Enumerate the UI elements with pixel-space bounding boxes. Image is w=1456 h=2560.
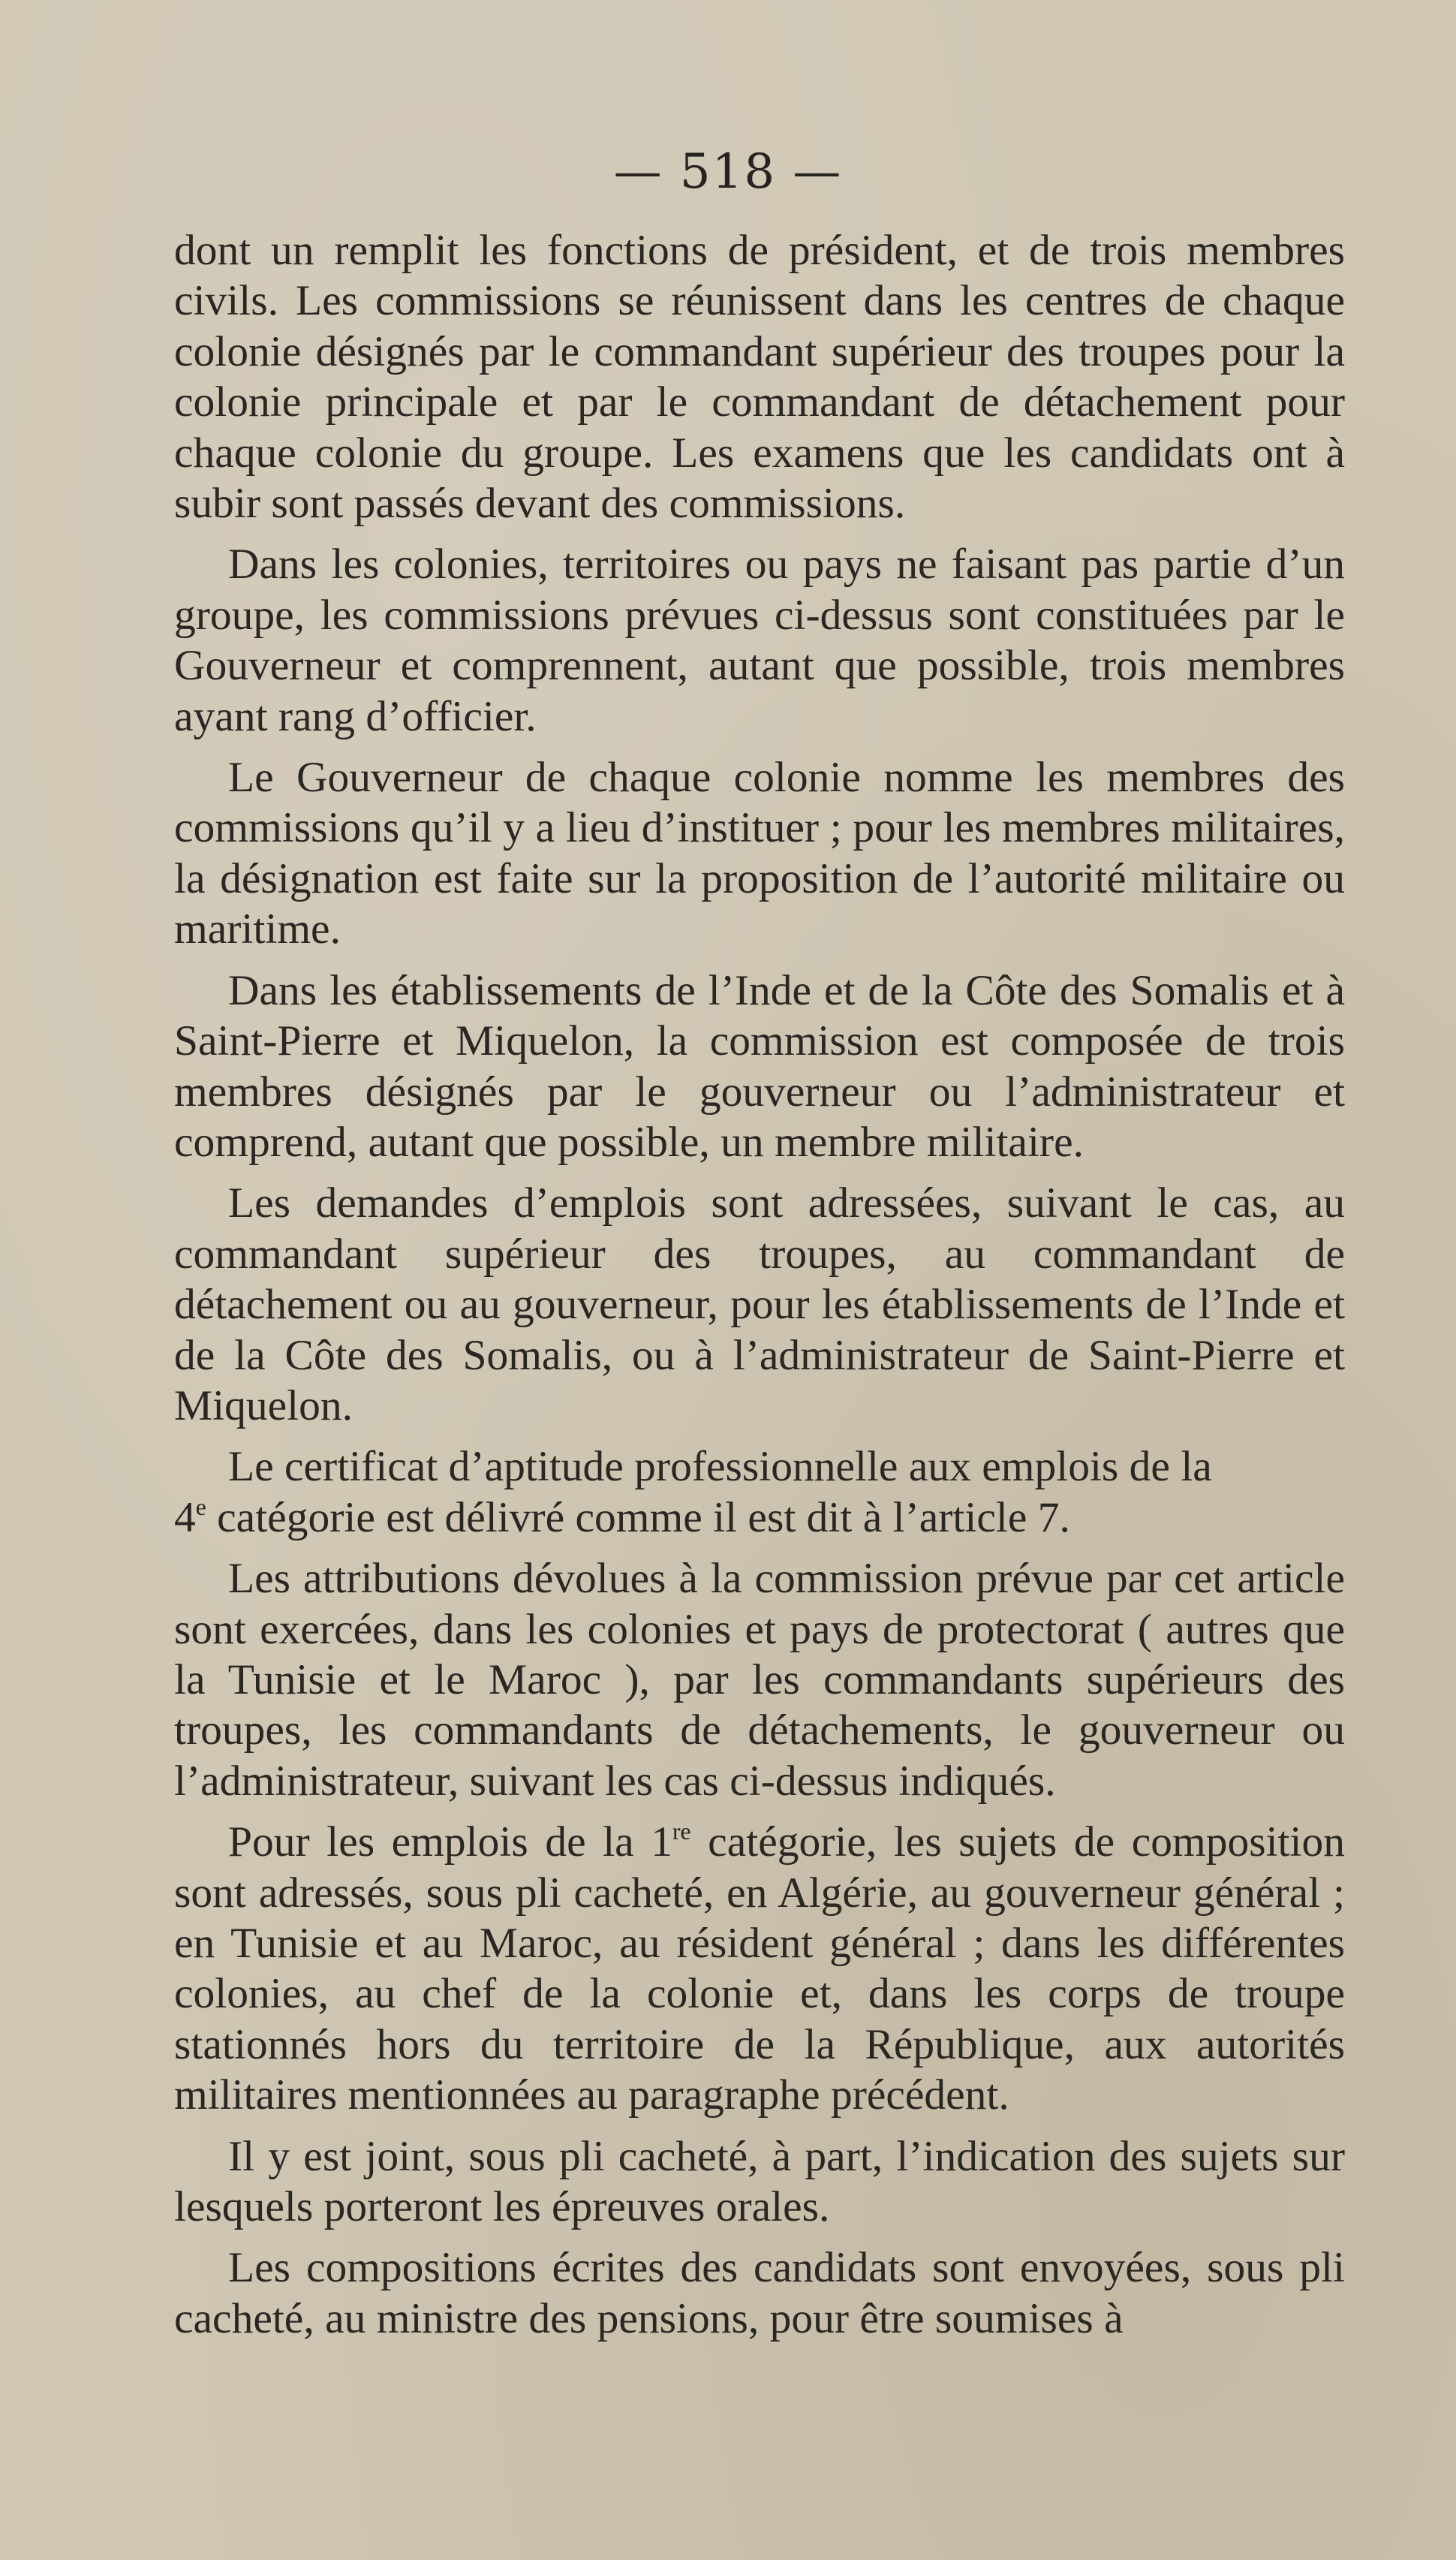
paragraph-sujets-end: catégorie, les sujets de composition sont adressés, sous pli cacheté, en Algérie, au gouverneur général ; en Tunisie et au Maroc, au résident général ; dans les différentes colonies, au chef de la colonie et, dans les corps de troupe stationnés hors du territoire de la République, aux autorités militaires mentionnées au paragraphe précédent. [174, 1818, 1346, 2119]
page-number: — 518 — [613, 144, 843, 200]
paragraph-certificat-end: catégorie est délivré comme il est dit à l’article 7. [206, 1493, 1070, 1541]
category-suffix-re: re [672, 1818, 691, 1845]
paragraph-inde-somalis: Dans les établissements de l’Inde et de la Côte des Somalis et à Saint-Pierre et Miquelon, la commission est composée de trois membres désignés par le gouverneur ou l’administrateur et comprend, autant que possible, un membre militaire. [174, 966, 1345, 1166]
paragraph-gouverneur: Le Gouverneur de chaque colonie nomme les membres des commissions qu’il y a lieu d’instituer ; pour les membres militaires, la désignation est faite sur la proposition de l’autorité militaire ou maritime. [174, 754, 1345, 953]
category-suffix-e: e [195, 1493, 206, 1520]
body-text [174, 225, 1345, 2344]
category-number-1: 1 [651, 1818, 673, 1866]
paragraph-compositions-ecrites: Les compositions écrites des candidats sont envoyées, sous pli cacheté, au ministre des pensions, pour être soumises à [174, 2244, 1345, 2342]
paragraph-continuation: dont un remplit les fonctions de président, et de trois membres civils. Les commissions se réunissent dans les centres de chaque colonie désignés par le commandant supérieur des troupes pour la colonie principale et par le commandant de détachement pour chaque colonie du groupe. Les examens que les candidats ont à subir sont passés devant des commissions. [174, 227, 1345, 528]
paragraph-demandes-emplois: Les demandes d’emplois sont adressées, suivant le cas, au commandant supérieur des troupes, au commandant de détachement ou au gouverneur, pour les établissements de l’Inde et de la Côte des Somalis, ou à l’administrateur de Saint-Pierre et Miquelon. [174, 1179, 1345, 1429]
paragraph-epreuves-orales: Il y est joint, sous pli cacheté, à part, l’indication des sujets sur lesquels porteront les épreuves orales. [174, 2132, 1345, 2231]
paragraph-colonies-hors-groupe: Dans les colonies, territoires ou pays ne faisant pas partie d’un groupe, les commissions prévues ci-dessus sont constituées par le Gouverneur et comprennent, autant que possible, trois membres ayant rang d’officier. [174, 541, 1345, 740]
paragraph-certificat [174, 1441, 1345, 1543]
paragraph-sujets-start: Pour les emplois de la [228, 1818, 634, 1866]
category-number-4: 4 [174, 1493, 196, 1541]
paragraph-certificat-start: Le certificat d’aptitude professionnelle aux emplois de la [228, 1443, 1212, 1491]
paragraph-attributions: Les attributions dévolues à la commission prévue par cet article sont exercées, dans les colonies et pays de protectorat ( autres que la Tunisie et le Maroc ), par les commandants supérieurs des troupes, les commandants de détachements, le gouverneur ou l’administrateur, suivant les cas ci-dessus indiqués. [174, 1555, 1345, 1805]
paragraph-sujets-composition [174, 1817, 1345, 2120]
